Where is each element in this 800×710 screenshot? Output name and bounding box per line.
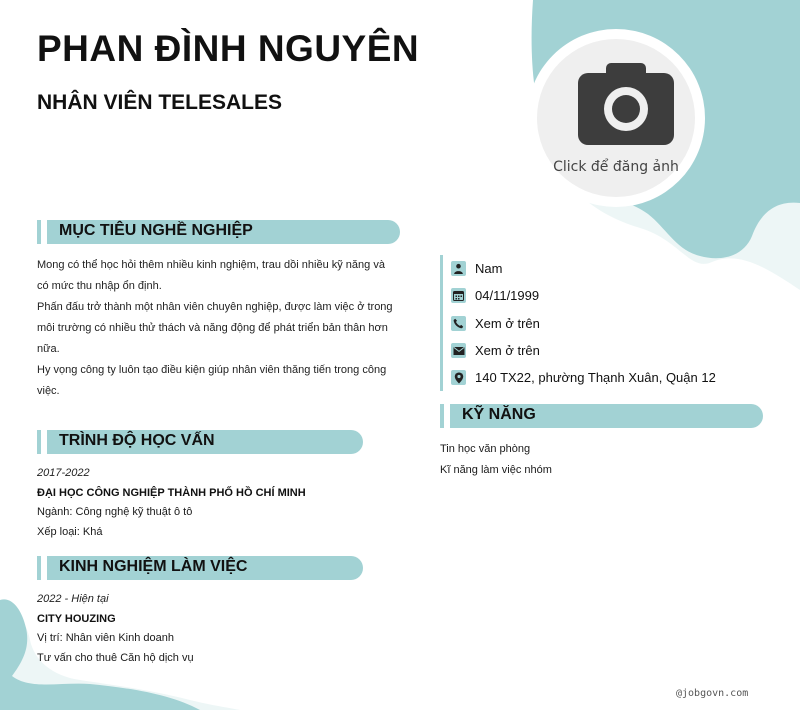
email-icon xyxy=(451,343,466,358)
career-objective-heading xyxy=(37,220,400,244)
experience-period: 2022 - Hiện tại xyxy=(37,593,109,605)
career-objective-text xyxy=(37,255,397,402)
school-name: ĐẠI HỌC CÔNG NGHIỆP THÀNH PHỐ HỒ CHÍ MINH xyxy=(37,486,306,499)
avatar-placeholder xyxy=(537,39,695,197)
contact-birthday: 04/11/1999 xyxy=(475,288,540,304)
company-name: CITY HOUZING xyxy=(37,612,116,625)
contact-address: 140 TX22, phường Thạnh Xuân, Quận 12 xyxy=(475,370,716,386)
job-title: NHÂN VIÊN TELESALES xyxy=(37,91,283,114)
contact-row-phone xyxy=(443,310,743,337)
education-entry xyxy=(37,464,306,542)
skills-heading xyxy=(440,404,763,428)
location-pin-icon xyxy=(451,370,466,385)
calendar-icon xyxy=(451,288,466,303)
avatar-label: Click để đăng ảnh xyxy=(553,159,679,175)
person-icon xyxy=(451,261,466,276)
skills-title: KỸ NĂNG xyxy=(462,406,536,423)
watermark: @jobgovn.com xyxy=(676,688,749,699)
education-grade: Xếp loại: Khá xyxy=(37,525,103,538)
contact-gender: Nam xyxy=(475,261,503,277)
skill-item: Tin học văn phòng xyxy=(440,443,531,455)
experience-entry xyxy=(37,590,194,668)
experience-heading xyxy=(37,556,363,580)
experience-title: KINH NGHIỆM LÀM VIỆC xyxy=(59,558,248,575)
contact-info xyxy=(440,255,743,391)
contact-phone: Xem ở trên xyxy=(475,315,540,331)
contact-row-gender xyxy=(443,255,743,282)
education-heading xyxy=(37,430,363,454)
objective-paragraph: Hy vọng công ty luôn tạo điều kiện giúp nhân viên thăng tiến trong công việc. xyxy=(37,364,387,397)
experience-position: Vị trí: Nhân viên Kinh doanh xyxy=(37,632,174,644)
education-major: Ngành: Công nghệ kỹ thuật ô tô xyxy=(37,506,193,518)
skills-list xyxy=(440,439,552,481)
contact-email: Xem ở trên xyxy=(475,343,540,359)
objective-paragraph: Mong có thể học hỏi thêm nhiều kinh nghiệm, trau dồi nhiều kỹ năng và có mức thu nhập ổn định. xyxy=(37,259,385,292)
career-objective-title: MỤC TIÊU NGHỀ NGHIỆP xyxy=(59,222,253,239)
education-period: 2017-2022 xyxy=(37,467,90,479)
contact-row-address xyxy=(443,364,743,391)
objective-paragraph: Phấn đấu trở thành một nhân viên chuyên nghiệp, được làm việc ở trong môi trường có nhiều thử thách và năng động để phát triển bản thân hơn nữa. xyxy=(37,301,393,355)
skill-item: Kĩ năng làm việc nhóm xyxy=(440,464,552,476)
camera-icon xyxy=(578,61,674,147)
contact-row-birthday xyxy=(443,282,743,309)
candidate-name: PHAN ĐÌNH NGUYÊN xyxy=(37,28,420,69)
avatar-upload[interactable] xyxy=(527,29,705,207)
experience-description: Tư vấn cho thuê Căn hộ dịch vụ xyxy=(37,651,194,664)
contact-row-email xyxy=(443,337,743,364)
phone-icon xyxy=(451,316,466,331)
education-title: TRÌNH ĐỘ HỌC VẤN xyxy=(59,432,215,449)
